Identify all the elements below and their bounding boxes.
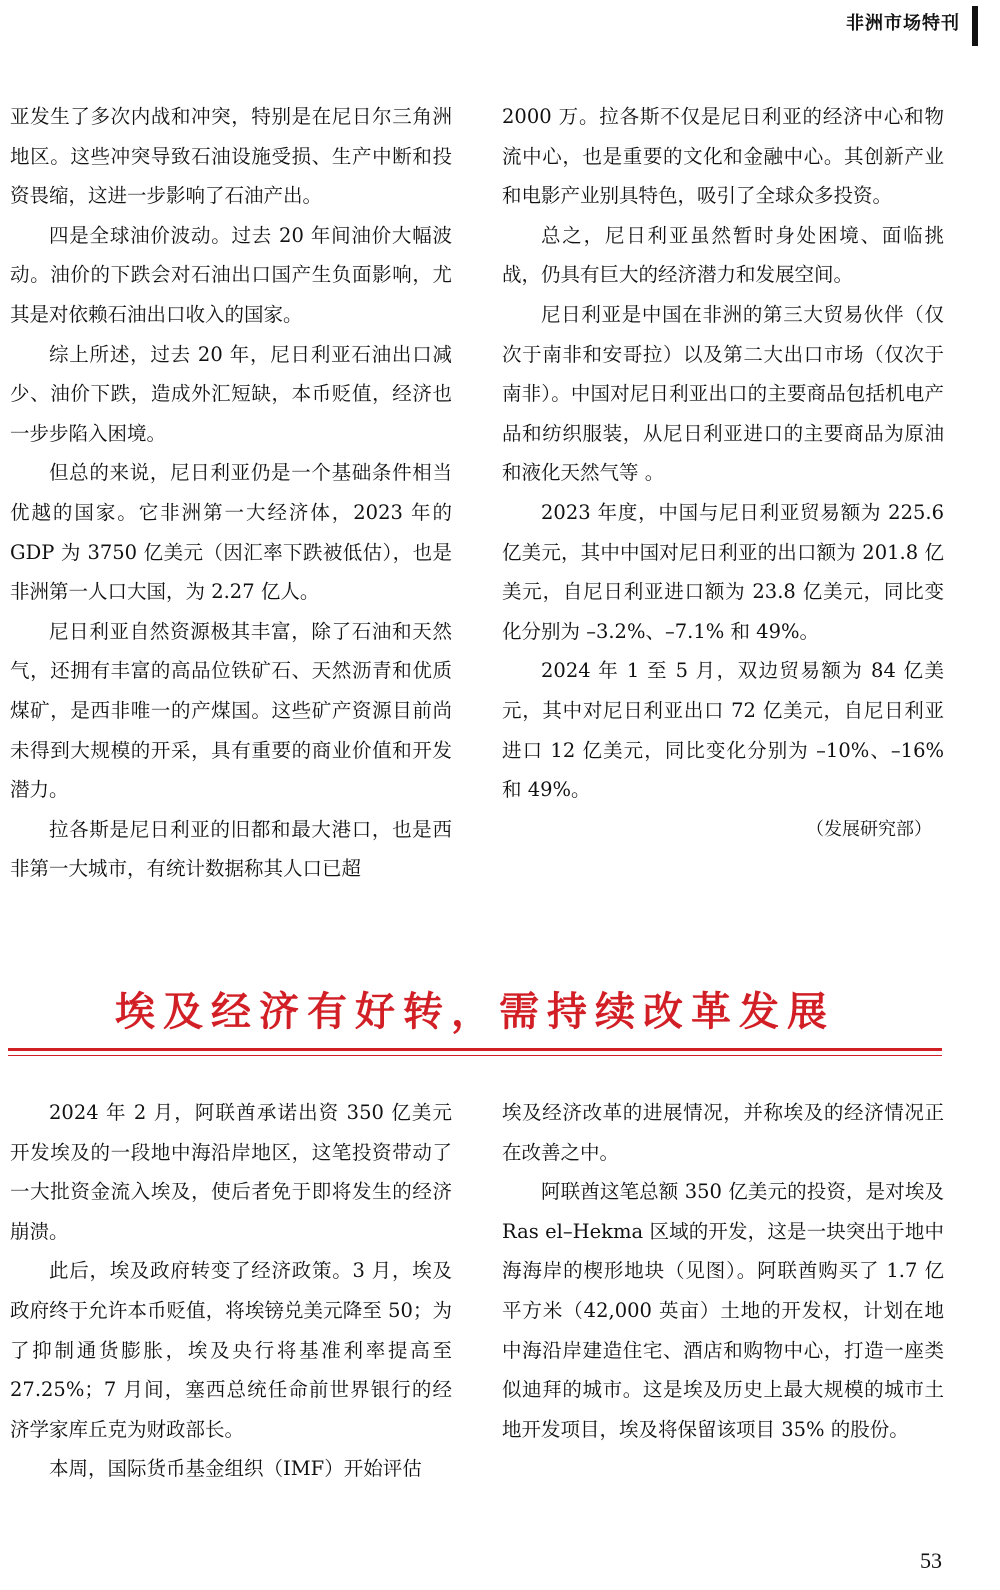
author-credit: （发展研究部） [806, 818, 932, 840]
header-bar-divider [972, 6, 978, 46]
paragraph: 尼日利亚是中国在非洲的第三大贸易伙伴（仅次于南非和安哥拉）以及第二大出口市场（仅次于南非）。中国对尼日利亚出口的主要商品包括机电产品和纺织服装，从尼日利亚进口的主要商品为原油和液化天然气等 。 [502, 302, 944, 485]
paragraph: 本周，国际货币基金组织（IMF）开始评估 [49, 1457, 422, 1481]
paragraph: 但总的来说，尼日利亚仍是一个基础条件相当优越的国家。它非洲第一大经济体，2023 年的 GDP 为 3750 亿美元（因汇率下跌被低估），也是非洲第一人口大国，为 2.27 亿人。 [10, 461, 452, 604]
paragraph: 四是全球油价波动。过去 20 年间油价大幅波动。油价的下跌会对石油出口国产生负面影响，尤其是对依赖石油出口收入的国家。 [10, 223, 452, 326]
paragraph: 综上所述，过去 20 年，尼日利亚石油出口减少、油价下跌，造成外汇短缺，本币贬值，经济也一步步陷入困境。 [10, 342, 452, 445]
paragraph: 埃及经济改革的进展情况，并称埃及的经济情况正在改善之中。 [502, 1101, 944, 1164]
paragraph: 2024 年 1 至 5 月，双边贸易额为 84 亿美元，其中对尼日利亚出口 72 亿美元，自尼日利亚进口 12 亿美元，同比变化分别为 –10%、–16% 和 49%。 [502, 659, 944, 802]
article2-right-column [502, 1093, 944, 1449]
section-title: 非洲市场特刊 [846, 13, 960, 34]
page-number: 53 [920, 1548, 942, 1573]
paragraph: 2000 万。拉各斯不仅是尼日利亚的经济中心和物流中心，也是重要的文化和金融中心。其创新产业和电影产业别具特色，吸引了全球众多投资。 [502, 105, 944, 208]
title-rule-thick [8, 1048, 942, 1051]
section-header [822, 0, 972, 44]
paragraph: 亚发生了多次内战和冲突，特别是在尼日尔三角洲地区。这些冲突导致石油设施受损、生产中断和投资畏缩，这进一步影响了石油产出。 [10, 105, 452, 208]
article1-left-column [10, 97, 452, 889]
paragraph: 拉各斯是尼日利亚的旧都和最大港口，也是西非第一大城市，有统计数据称其人口已超 [10, 817, 452, 881]
paragraph: 2024 年 2 月，阿联酋承诺出资 350 亿美元开发埃及的一段地中海沿岸地区，这笔投资带动了一大批资金流入埃及，使后者免于即将发生的经济崩溃。 [10, 1101, 452, 1243]
article1-right-column [502, 97, 944, 849]
paragraph: 此后，埃及政府转变了经济政策。3 月，埃及政府终于允许本币贬值，将埃镑兑美元降至 50；为了抑制通货膨胀，埃及央行将基准利率提高至 27.25%；7 月间，塞西总统任命前世界银行的经济学家库丘克为财政部长。 [10, 1259, 452, 1441]
paragraph: 2023 年度，中国与尼日利亚贸易额为 225.6 亿美元，其中中国对尼日利亚的出口额为 201.8 亿美元，自尼日利亚进口额为 23.8 亿美元，同比变化分别为 –3.2%、–7.1% 和 49%。 [502, 500, 944, 643]
paragraph: 尼日利亚自然资源极其丰富，除了石油和天然气，还拥有丰富的高品位铁矿石、天然沥青和优质煤矿，是西非唯一的产煤国。这些矿产资源目前尚未得到大规模的开采，具有重要的商业价值和开发潜力。 [10, 619, 452, 802]
title-rule-thin [8, 1055, 942, 1056]
article2-title: 埃及经济有好转，需持续改革发展 [115, 989, 835, 1035]
paragraph: 阿联酋这笔总额 350 亿美元的投资，是对埃及 Ras el–Hekma 区域的开发，这是一块突出于地中海海岸的楔形地块（见图）。阿联酋购买了 1.7 亿平方米（42,000 英亩）土地的开发权，计划在地中海沿岸建造住宅、酒店和购物中心，打造一座类似迪拜的城市。这是埃及历史上最大规模的城市土地开发项目，埃及将保留该项目 35% 的股份。 [502, 1180, 944, 1441]
paragraph: 总之，尼日利亚虽然暂时身处困境、面临挑战，仍具有巨大的经济潜力和发展空间。 [502, 223, 944, 287]
article2-left-column [10, 1093, 452, 1489]
